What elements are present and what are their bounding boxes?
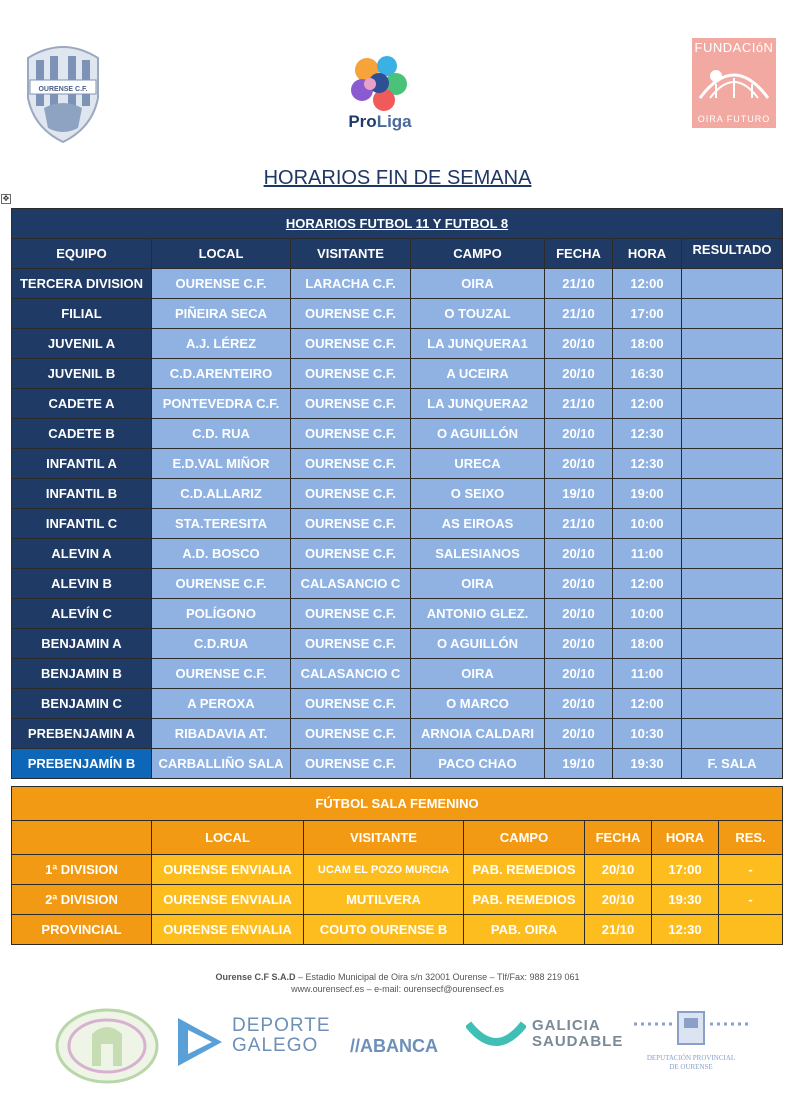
data-cell: OURENSE C.F. [291,389,411,419]
team-cell: INFANTIL C [12,509,152,539]
data-cell: C.D.RUA [152,629,291,659]
data-cell: 19:00 [613,479,682,509]
data-cell: C.D.ARENTEIRO [152,359,291,389]
data-cell: C.D. RUA [152,419,291,449]
data-cell: 21/10 [585,915,652,945]
team-cell: JUVENIL A [12,329,152,359]
data-cell: 20/10 [545,659,613,689]
data-cell: 20/10 [545,629,613,659]
data-cell: 18:00 [613,329,682,359]
deporte-galego-icon [178,1014,228,1068]
table-row [12,479,783,509]
column-header: FECHA [545,239,613,269]
team-cell: PREBENJAMÍN B [12,749,152,779]
data-cell: C.D.ALLARIZ [152,479,291,509]
data-cell [682,719,783,749]
data-cell: OIRA [411,569,545,599]
data-cell: 20/10 [545,449,613,479]
data-cell [682,629,783,659]
data-cell [682,539,783,569]
data-cell [682,689,783,719]
data-cell [682,329,783,359]
data-cell: OURENSE C.F. [152,269,291,299]
data-cell: 12:00 [613,569,682,599]
team-cell: PREBENJAMIN A [12,719,152,749]
data-cell: POLÍGONO [152,599,291,629]
data-cell [682,419,783,449]
table-row [12,329,783,359]
table-row [12,389,783,419]
deputacion-ourense-logo [632,1010,750,1076]
galicia-saudable-logo [466,1018,626,1058]
data-cell [682,299,783,329]
data-cell: O MARCO [411,689,545,719]
data-cell: ANTONIO GLEZ. [411,599,545,629]
team-cell: ALEVIN A [12,539,152,569]
data-cell: F. SALA [682,749,783,779]
data-cell: - [719,885,783,915]
data-cell: OURENSE ENVIALIA [152,855,304,885]
column-header: HORA [652,821,719,855]
data-cell: A UCEIRA [411,359,545,389]
data-cell: 20/10 [545,599,613,629]
data-cell: 21/10 [545,509,613,539]
sala-header-row [12,821,783,855]
data-cell: 12:00 [613,389,682,419]
futbol-header-row [12,239,783,269]
column-header: RES. [719,821,783,855]
proliga-wordmark: ProLiga [348,112,412,131]
data-cell [682,599,783,629]
data-cell: OURENSE C.F. [291,539,411,569]
deputacion-label-2: DE OURENSE [669,1063,713,1071]
table-row [12,419,783,449]
column-header: VISITANTE [304,821,464,855]
team-cell: CADETE A [12,389,152,419]
oira-futuro-label: OIRA FUTURO [697,114,771,124]
data-cell: E.D.VAL MIÑOR [152,449,291,479]
data-cell: 17:00 [652,855,719,885]
data-cell [682,569,783,599]
data-cell: 20/10 [545,329,613,359]
data-cell: 12:30 [613,449,682,479]
data-cell [682,659,783,689]
division-cell: PROVINCIAL [12,915,152,945]
data-cell: 20/10 [545,719,613,749]
data-cell: OURENSE C.F. [152,569,291,599]
data-cell: COUTO OURENSE B [304,915,464,945]
column-header: VISITANTE [291,239,411,269]
proliga-ball-icon [340,56,420,112]
data-cell: 18:00 [613,629,682,659]
data-cell: 20/10 [545,569,613,599]
data-cell: 11:00 [613,659,682,689]
data-cell: OURENSE C.F. [291,719,411,749]
deputacion-crest-icon [632,1010,750,1052]
data-cell: O SEIXO [411,479,545,509]
data-cell: OURENSE C.F. [291,689,411,719]
division-cell: 2ª DIVISION [12,885,152,915]
data-cell: OURENSE C.F. [291,479,411,509]
table-row [12,569,783,599]
data-cell: 12:00 [613,689,682,719]
data-cell: 20/10 [545,539,613,569]
data-cell: CALASANCIO C [291,569,411,599]
data-cell: LARACHA C.F. [291,269,411,299]
proliga-logo [340,56,420,136]
data-cell: STA.TERESITA [152,509,291,539]
table-row [12,509,783,539]
data-cell: OURENSE ENVIALIA [152,915,304,945]
data-cell: 20/10 [585,885,652,915]
team-cell: BENJAMIN A [12,629,152,659]
column-header [12,821,152,855]
data-cell: OURENSE C.F. [291,449,411,479]
data-cell: 21/10 [545,389,613,419]
table-row [12,359,783,389]
table-row [12,689,783,719]
data-cell: 12:30 [652,915,719,945]
team-cell: BENJAMIN C [12,689,152,719]
data-cell: O AGUILLÓN [411,419,545,449]
data-cell: 19:30 [652,885,719,915]
data-cell [682,479,783,509]
data-cell: 12:30 [613,419,682,449]
data-cell: - [719,855,783,885]
data-cell: AS EIROAS [411,509,545,539]
column-header: CAMPO [464,821,585,855]
data-cell: 10:00 [613,509,682,539]
data-cell [719,915,783,945]
data-cell: OIRA [411,269,545,299]
data-cell: 19/10 [545,749,613,779]
data-cell: OURENSE C.F. [291,329,411,359]
futbol-sala-table [11,786,783,945]
footer-address: Ourense C.F S.A.D – Estadio Municipal de Oira s/n 32001 Ourense – Tlf/Fax: 988 219 061 [215,972,580,982]
data-cell: OIRA [411,659,545,689]
data-cell: OURENSE C.F. [291,359,411,389]
data-cell: O TOUZAL [411,299,545,329]
data-cell: LA JUNQUERA1 [411,329,545,359]
column-header: CAMPO [411,239,545,269]
data-cell: OURENSE C.F. [291,749,411,779]
table-row [12,269,783,299]
team-cell: ALEVÍN C [12,599,152,629]
data-cell: A.D. BOSCO [152,539,291,569]
fundacion-oira-futuro-logo [692,38,776,128]
data-cell: PIÑEIRA SECA [152,299,291,329]
futbol-title-row [12,209,783,239]
data-cell: 17:00 [613,299,682,329]
column-header: LOCAL [152,239,291,269]
column-header: RESULTADO [682,239,783,269]
data-cell: 21/10 [545,299,613,329]
column-header: FECHA [585,821,652,855]
data-cell [682,389,783,419]
column-header: HORA [613,239,682,269]
table-row [12,749,783,779]
consello-deportes-logo [54,1008,160,1084]
stadium-icon [696,58,772,104]
team-cell: FILIAL [12,299,152,329]
data-cell: 20/10 [545,359,613,389]
table-row [12,659,783,689]
footer-contact: www.ourensecf.es – e-mail: ourensecf@ourensecf.es [291,984,504,994]
galicia-label: GALICIA [532,1017,601,1034]
fundacion-label: FUNDACIóN [694,40,774,55]
column-header: EQUIPO [12,239,152,269]
abanca-logo: //ABANCA [350,1036,438,1056]
data-cell: OURENSE C.F. [291,509,411,539]
data-cell: ARNOIA CALDARI [411,719,545,749]
data-cell [682,449,783,479]
data-cell: 21/10 [545,269,613,299]
data-cell: 19:30 [613,749,682,779]
data-cell: 20/10 [545,689,613,719]
data-cell: 10:30 [613,719,682,749]
crest-text: OURENSE C.F. [38,86,88,93]
table-row [12,449,783,479]
data-cell: PONTEVEDRA C.F. [152,389,291,419]
table-move-handle-icon[interactable]: ✥ [2,194,10,203]
data-cell: 11:00 [613,539,682,569]
table-row [12,299,783,329]
sala-table-title: FÚTBOL SALA FEMENINO [12,787,783,821]
data-cell: PACO CHAO [411,749,545,779]
table-row [12,885,783,915]
futbol-schedule-table [11,208,783,779]
data-cell: A.J. LÉREZ [152,329,291,359]
table-row [12,719,783,749]
table-row [12,855,783,885]
galego-label: GALEGO [232,1035,319,1056]
deporte-galego-logo [178,1014,331,1070]
data-cell: 20/10 [585,855,652,885]
data-cell [682,509,783,539]
galicia-saudable-icon [466,1018,526,1052]
team-cell: ALEVIN B [12,569,152,599]
table-row [12,629,783,659]
data-cell: PAB. REMEDIOS [464,885,585,915]
data-cell: SALESIANOS [411,539,545,569]
data-cell: 12:00 [613,269,682,299]
data-cell [682,269,783,299]
data-cell: LA JUNQUERA2 [411,389,545,419]
team-cell: TERCERA DIVISION [12,269,152,299]
ourense-cf-crest-logo [22,36,104,144]
data-cell: URECA [411,449,545,479]
team-cell: JUVENIL B [12,359,152,389]
data-cell: A PEROXA [152,689,291,719]
data-cell: OURENSE C.F. [291,599,411,629]
data-cell: CARBALLIÑO SALA [152,749,291,779]
data-cell: OURENSE C.F. [291,299,411,329]
team-cell: BENJAMIN B [12,659,152,689]
data-cell: 20/10 [545,419,613,449]
data-cell: PAB. REMEDIOS [464,855,585,885]
data-cell: OURENSE ENVIALIA [152,885,304,915]
data-cell: OURENSE C.F. [291,629,411,659]
team-cell: CADETE B [12,419,152,449]
data-cell: PAB. OIRA [464,915,585,945]
data-cell: 19/10 [545,479,613,509]
data-cell [682,359,783,389]
table-row [12,539,783,569]
data-cell: OURENSE C.F. [291,419,411,449]
data-cell: 16:30 [613,359,682,389]
data-cell: MUTILVERA [304,885,464,915]
column-header: LOCAL [152,821,304,855]
data-cell: 10:00 [613,599,682,629]
data-cell: CALASANCIO C [291,659,411,689]
futbol-table-title: HORARIOS FUTBOL 11 Y FUTBOL 8 [12,209,783,239]
team-cell: INFANTIL A [12,449,152,479]
page-title: HORARIOS FIN DE SEMANA [263,167,532,189]
data-cell: O AGUILLÓN [411,629,545,659]
deputacion-label-1: DEPUTACIÓN PROVINCIAL [646,1054,736,1062]
data-cell: UCAM EL POZO MURCIA [304,855,464,885]
data-cell: OURENSE C.F. [152,659,291,689]
saudable-label: SAUDABLE [532,1033,624,1050]
table-row [12,599,783,629]
deporte-label: DEPORTE [232,1015,331,1036]
table-row [12,915,783,945]
team-cell: INFANTIL B [12,479,152,509]
data-cell: RIBADAVIA AT. [152,719,291,749]
sala-title-row [12,787,783,821]
division-cell: 1ª DIVISION [12,855,152,885]
